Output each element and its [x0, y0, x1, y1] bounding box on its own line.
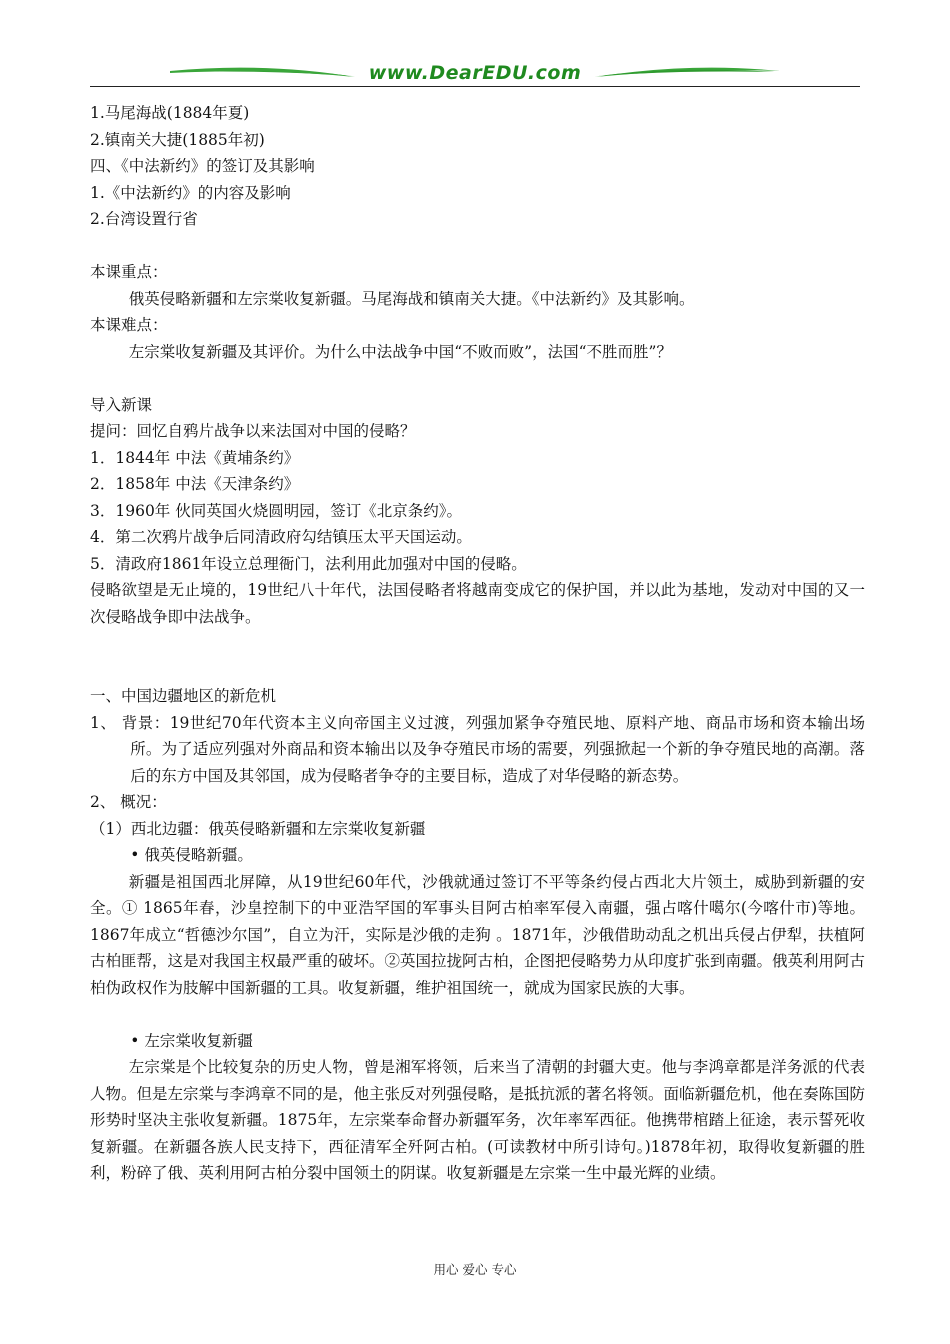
difficulty-label: 本课难点：: [90, 316, 168, 334]
intro-question: 提问：回忆自鸦片战争以来法国对中国的侵略？: [90, 422, 416, 440]
outline-item: 1.《中法新约》的内容及影响: [90, 183, 291, 202]
northwest-heading: （1）西北边疆：俄英侵略新疆和左宗棠收复新疆: [90, 819, 426, 838]
document-body: [90, 100, 865, 1187]
outline-item: 1.马尾海战(1884年夏): [90, 104, 250, 122]
paragraph-invasion: 新疆是祖国西北屏障，从19世纪60年代，沙俄就通过签订不平等条约侵占西北大片领土，威胁到新疆的安全。① 1865年春，沙皇控制下的中亚浩罕国的军事头目阿古柏率军侵入南疆，强占喀什噶尔(今喀什市)等地。1867年成立“哲德沙尔国”，自立为汗，实际是沙俄的走狗 。1871年，沙俄借助动乱之机出兵侵占伊犁，扶植阿古柏匪帮，这是对我国主权最严重的破坏。②英国拉拢阿古柏，企图把侵略势力从印度扩张到南疆。俄英利用阿古柏伪政权作为肢解中国新疆的工具。收复新疆，维护祖国统一，就成为国家民族的大事。: [90, 872, 866, 997]
paragraph-recovery: 左宗棠是个比较复杂的历史人物，曾是湘军将领，后来当了清朝的封疆大吏。他与李鸿章都是洋务派的代表人物。但是左宗棠与李鸿章不同的是，他主张反对列强侵略，是抵抗派的著名将领。面临新疆危机，他在奏陈国防形势时坚决主张收复新疆。1875年，左宗棠奉命督办新疆军务，次年率军西征。他携带棺踏上征途，表示誓死收复新疆。在新疆各族人民支持下，西征清军全歼阿古柏。(可读教材中所引诗句。)1878年初，取得收复新疆的胜利，粉碎了俄、英利用阿古柏分裂中国领土的阴谋。收复新疆是左宗棠一生中最光辉的业绩。: [90, 1058, 866, 1182]
intro-title: 导入新课: [90, 395, 153, 414]
outline-item: 2.台湾设置行省: [90, 210, 198, 228]
site-logo-text: www.DearEDU.com: [368, 62, 582, 84]
background-paragraph: 1、 背景：19世纪70年代资本主义向帝国主义过渡，列强加紧争夺殖民地、原料产地、商品市场和资本输出场所。为了适应列强对外商品和资本输出以及争夺殖民市场的需要，列强掀起一个新的争夺殖民地的高潮。落后的东方中国及其邻国，成为侵略者争夺的主要目标，造成了对华侵略的新态势。: [90, 713, 865, 785]
section-title: 一、中国边疆地区的新危机: [90, 687, 277, 705]
overview-label: 2、 概况：: [90, 793, 167, 811]
page-footer: 用心 爱心 专心: [433, 1262, 517, 1277]
page-header: [90, 60, 860, 90]
intro-item: 2．1858年 中法《天津条约》: [90, 475, 300, 493]
intro-item: 3．1960年 伙同英国火烧圆明园，签订《北京条约》。: [90, 501, 462, 520]
header-rule: [90, 86, 860, 87]
intro-item: 5．清政府1861年设立总理衙门，法利用此加强对中国的侵略。: [90, 554, 527, 573]
intro-summary: 侵略欲望是无止境的，19世纪八十年代，法国侵略者将越南变成它的保护国，并以此为基地，发动对中国的又一次侵略战争即中法战争。: [90, 581, 865, 626]
outline-item: 2.镇南关大捷(1885年初): [90, 130, 265, 149]
intro-item: 4．第二次鸦片战争后同清政府勾结镇压太平天国运动。: [90, 528, 472, 546]
focus-label: 本课重点：: [90, 263, 168, 281]
bullet-zuo-zongtang: • 左宗棠收复新疆: [130, 1031, 253, 1050]
bullet-russia-britain: • 俄英侵略新疆。: [130, 846, 253, 864]
intro-item: 1．1844年 中法《黄埔条约》: [90, 448, 300, 467]
outline-heading: 四、《中法新约》的签订及其影响: [90, 157, 315, 175]
focus-text: 俄英侵略新疆和左宗棠收复新疆。马尾海战和镇南关大捷。《中法新约》及其影响。: [128, 289, 695, 308]
difficulty-text: 左宗棠收复新疆及其评价。为什么中法战争中国“不败而败”，法国“不胜而胜”？: [128, 342, 672, 361]
